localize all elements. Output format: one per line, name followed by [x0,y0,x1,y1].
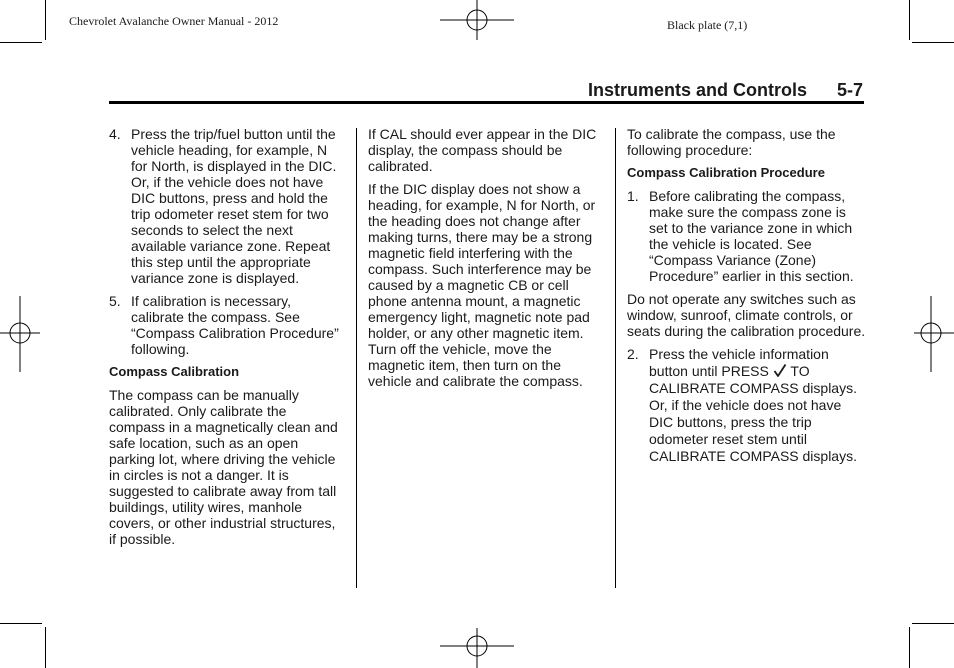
column-divider [356,128,357,588]
paragraph: If the DIC display does not show a heading, for example, N for North, or the heading does not change after making turns, there may be a strong magnetic field interfering with the compass. Such interference may be caused by a magnetic CB or cell phone antenna mount, a magnetic emergency light, magnetic note pad holder, or any other magnetic item. Turn off the vehicle, move the magnetic item, then turn on the vehicle and calibrate the compass. [368,181,596,389]
step-number: 1. [627,188,639,204]
step-number: 2. [627,346,639,362]
section-title [588,80,863,101]
manual-title: Chevrolet Avalanche Owner Manual - 2012 [69,14,279,28]
list-item [109,293,341,357]
crop-mark [45,627,46,668]
step-text-part: Press the vehicle information button until PRESS [649,346,829,379]
step-text-part: TO CALIBRATE COMPASS displays. Or, if the vehicle does not have DIC buttons, press the trip odometer reset stem until CALIBRATE COMPASS displays. [649,363,857,464]
crop-mark [45,0,46,40]
paragraph: The compass can be manually calibrated. Only calibrate the compass in a magnetically clean and safe location, such as an open parking lot, where driving the vehicle in circles is not a danger. It is suggested to calibrate away from tall buildings, utility wires, manhole covers, or other industrial structures, if possible. [109,387,338,547]
list-item [627,188,867,284]
crop-mark [0,623,42,624]
header-rule [109,101,864,104]
step-text [649,346,867,465]
checkmark-icon [773,363,787,378]
column-1 [109,126,341,554]
subheading: Compass Calibration Procedure [627,165,825,180]
step-text: Before calibrating the compass, make sure the compass zone is set to the variance zone in which the vehicle is located. See “Compass Variance (Zone) Procedure” earlier in this section. [649,188,854,284]
step-number: 4. [109,126,121,142]
step-text: If calibration is necessary, calibrate the compass. See “Compass Calibration Procedure” following. [131,293,339,357]
step-number: 5. [109,293,121,309]
crop-mark [912,623,954,624]
list-item [109,126,341,286]
column-divider [615,128,616,588]
plate-label: Black plate (7,1) [667,18,748,32]
section-title-text: Instruments and Controls [587,80,807,100]
page-number: 5-7 [836,80,863,100]
registration-mark-icon [440,0,516,40]
paragraph: To calibrate the compass, use the following procedure: [627,126,836,158]
crop-mark [912,42,954,43]
note-paragraph: Do not operate any switches such as window, sunroof, climate controls, or seats during the calibration procedure. [627,291,866,339]
step-text: Press the trip/fuel button until the vehicle heading, for example, N for North, is displayed in the DIC. Or, if the vehicle does not have DIC buttons, press and hold the trip odometer reset stem for two seconds to select the next available variance zone. Repeat this step until the appropriate variance zone is displayed. [131,126,337,286]
column-3 [627,126,867,472]
column-2 [368,126,604,396]
crop-mark [909,627,910,668]
subheading: Compass Calibration [109,364,240,379]
crop-mark [0,42,42,43]
paragraph: If CAL should ever appear in the DIC display, the compass should be calibrated. [368,126,597,174]
registration-mark-icon [0,296,40,372]
registration-mark-icon [914,296,954,372]
registration-mark-icon [440,628,516,668]
list-item [627,346,867,465]
crop-mark [909,0,910,40]
